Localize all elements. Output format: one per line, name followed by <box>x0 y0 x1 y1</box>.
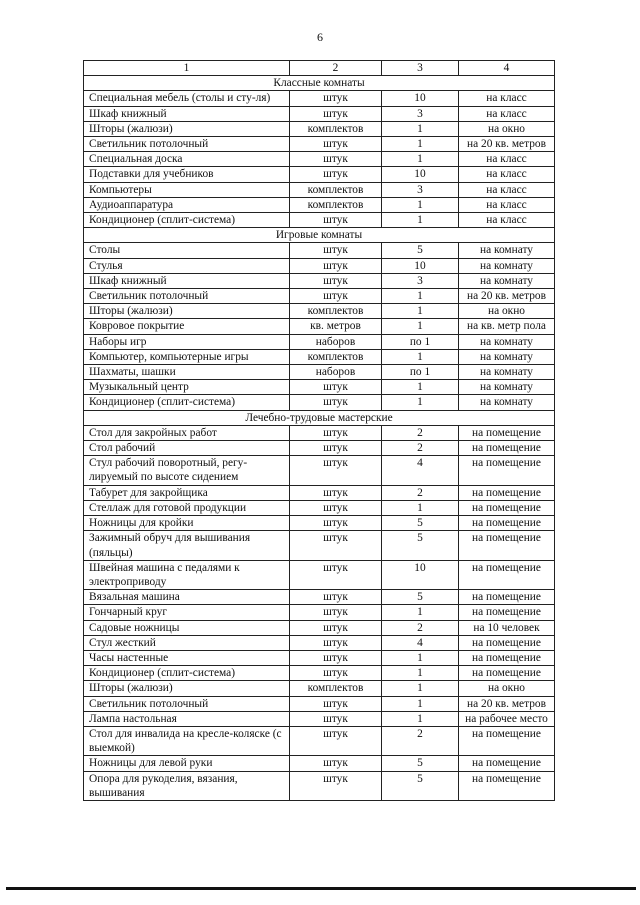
quantity: 1 <box>382 696 459 711</box>
norm: на помещение <box>459 456 555 485</box>
quantity: 1 <box>382 650 459 665</box>
section-row <box>84 228 555 243</box>
norm: на помещение <box>459 605 555 620</box>
quantity: 1 <box>382 197 459 212</box>
norm: на 20 кв. метров <box>459 696 555 711</box>
unit: штук <box>290 106 382 121</box>
item-name: Стулья <box>84 258 290 273</box>
table-row <box>84 516 555 531</box>
item-name: Швейная машина с педалями к электроприводу <box>84 560 290 589</box>
norm: на помещение <box>459 650 555 665</box>
item-name: Табурет для закройщика <box>84 485 290 500</box>
item-name: Специальная мебель (столы и сту-ля) <box>84 91 290 106</box>
unit: штук <box>290 273 382 288</box>
quantity: 1 <box>382 137 459 152</box>
item-name: Зажимный обруч для вышивания (пяльцы) <box>84 531 290 560</box>
column-number-4: 4 <box>459 61 555 76</box>
table-row <box>84 605 555 620</box>
quantity: 10 <box>382 167 459 182</box>
unit: наборов <box>290 365 382 380</box>
equipment-table <box>83 60 555 801</box>
quantity: 1 <box>382 289 459 304</box>
norm: на комнату <box>459 258 555 273</box>
norm: на 20 кв. метров <box>459 289 555 304</box>
quantity: 1 <box>382 213 459 228</box>
quantity: 5 <box>382 531 459 560</box>
table-row <box>84 756 555 771</box>
table-row <box>84 771 555 800</box>
table-row <box>84 696 555 711</box>
norm: на класс <box>459 91 555 106</box>
table-row <box>84 197 555 212</box>
quantity: по 1 <box>382 365 459 380</box>
norm: на помещение <box>459 756 555 771</box>
item-name: Светильник потолочный <box>84 696 290 711</box>
item-name: Аудиоаппаратура <box>84 197 290 212</box>
table-row <box>84 289 555 304</box>
norm: на комнату <box>459 243 555 258</box>
quantity: 1 <box>382 319 459 334</box>
unit: штук <box>290 152 382 167</box>
item-name: Лампа настольная <box>84 711 290 726</box>
item-name: Музыкальный центр <box>84 380 290 395</box>
item-name: Опора для рукоделия, вязания, вышивания <box>84 771 290 800</box>
norm: на помещение <box>459 531 555 560</box>
quantity: 2 <box>382 485 459 500</box>
unit: комплектов <box>290 197 382 212</box>
table-row <box>84 711 555 726</box>
quantity: 10 <box>382 560 459 589</box>
quantity: 1 <box>382 380 459 395</box>
table-row <box>84 334 555 349</box>
item-name: Компьютер, компьютерные игры <box>84 349 290 364</box>
item-name: Специальная доска <box>84 152 290 167</box>
section-row <box>84 76 555 91</box>
item-name: Ножницы для кройки <box>84 516 290 531</box>
section-title: Классные комнаты <box>84 76 555 91</box>
item-name: Стол рабочий <box>84 441 290 456</box>
quantity: 2 <box>382 620 459 635</box>
table-row <box>84 273 555 288</box>
unit: штук <box>290 243 382 258</box>
quantity: 3 <box>382 106 459 121</box>
table-row <box>84 106 555 121</box>
item-name: Шахматы, шашки <box>84 365 290 380</box>
unit: штук <box>290 137 382 152</box>
norm: на класс <box>459 106 555 121</box>
unit: штук <box>290 516 382 531</box>
table-row <box>84 456 555 485</box>
unit: комплектов <box>290 681 382 696</box>
unit: штук <box>290 711 382 726</box>
norm: на помещение <box>459 635 555 650</box>
norm: на комнату <box>459 380 555 395</box>
table-row <box>84 666 555 681</box>
quantity: 5 <box>382 590 459 605</box>
item-name: Шкаф книжный <box>84 106 290 121</box>
unit: штук <box>290 605 382 620</box>
item-name: Стол для инвалида на кресле-коляске (с выемкой) <box>84 726 290 755</box>
table-row <box>84 650 555 665</box>
unit: штук <box>290 289 382 304</box>
table-row <box>84 121 555 136</box>
item-name: Столы <box>84 243 290 258</box>
unit: штук <box>290 726 382 755</box>
unit: штук <box>290 531 382 560</box>
unit: штук <box>290 91 382 106</box>
table-row <box>84 425 555 440</box>
page-number: 6 <box>317 30 323 44</box>
unit: штук <box>290 500 382 515</box>
item-name: Часы настенные <box>84 650 290 665</box>
item-name: Наборы игр <box>84 334 290 349</box>
quantity: 2 <box>382 726 459 755</box>
unit: комплектов <box>290 121 382 136</box>
unit: штук <box>290 666 382 681</box>
norm: на помещение <box>459 560 555 589</box>
norm: на помещение <box>459 425 555 440</box>
norm: на помещение <box>459 485 555 500</box>
norm: на рабочее место <box>459 711 555 726</box>
table-row <box>84 137 555 152</box>
quantity: 1 <box>382 395 459 410</box>
norm: на помещение <box>459 771 555 800</box>
table-row <box>84 258 555 273</box>
unit: штук <box>290 756 382 771</box>
unit: штук <box>290 213 382 228</box>
item-name: Вязальная машина <box>84 590 290 605</box>
unit: штук <box>290 167 382 182</box>
item-name: Ножницы для левой руки <box>84 756 290 771</box>
quantity: 10 <box>382 91 459 106</box>
norm: на комнату <box>459 395 555 410</box>
table-row <box>84 365 555 380</box>
item-name: Компьютеры <box>84 182 290 197</box>
item-name: Стеллаж для готовой продукции <box>84 500 290 515</box>
table-row <box>84 152 555 167</box>
quantity: 1 <box>382 666 459 681</box>
table-row <box>84 726 555 755</box>
norm: на класс <box>459 167 555 182</box>
quantity: 4 <box>382 635 459 650</box>
norm: на помещение <box>459 500 555 515</box>
item-name: Кондиционер (сплит-система) <box>84 395 290 410</box>
norm: на помещение <box>459 666 555 681</box>
quantity: 1 <box>382 605 459 620</box>
table-row <box>84 319 555 334</box>
unit: штук <box>290 620 382 635</box>
table-row <box>84 500 555 515</box>
quantity: 1 <box>382 121 459 136</box>
norm: на окно <box>459 121 555 136</box>
unit: штук <box>290 635 382 650</box>
norm: на помещение <box>459 726 555 755</box>
unit: комплектов <box>290 182 382 197</box>
table-row <box>84 635 555 650</box>
norm: на класс <box>459 152 555 167</box>
norm: на кв. метр пола <box>459 319 555 334</box>
norm: на комнату <box>459 365 555 380</box>
quantity: 4 <box>382 456 459 485</box>
unit: штук <box>290 771 382 800</box>
quantity: 10 <box>382 258 459 273</box>
quantity: 5 <box>382 243 459 258</box>
quantity: по 1 <box>382 334 459 349</box>
item-name: Ковровое покрытие <box>84 319 290 334</box>
quantity: 3 <box>382 182 459 197</box>
section-title: Лечебно-трудовые мастерские <box>84 410 555 425</box>
table-row <box>84 349 555 364</box>
quantity: 1 <box>382 304 459 319</box>
section-title: Игровые комнаты <box>84 228 555 243</box>
table-row <box>84 531 555 560</box>
unit: штук <box>290 590 382 605</box>
table-row <box>84 681 555 696</box>
norm: на окно <box>459 304 555 319</box>
item-name: Шторы (жалюзи) <box>84 304 290 319</box>
norm: на класс <box>459 213 555 228</box>
item-name: Шторы (жалюзи) <box>84 681 290 696</box>
quantity: 1 <box>382 152 459 167</box>
unit: штук <box>290 456 382 485</box>
table-row <box>84 304 555 319</box>
unit: кв. метров <box>290 319 382 334</box>
table-row <box>84 91 555 106</box>
quantity: 5 <box>382 771 459 800</box>
unit: комплектов <box>290 304 382 319</box>
header-row <box>84 61 555 76</box>
table-row <box>84 620 555 635</box>
norm: на окно <box>459 681 555 696</box>
table-row <box>84 560 555 589</box>
unit: штук <box>290 441 382 456</box>
item-name: Садовые ножницы <box>84 620 290 635</box>
unit: штук <box>290 485 382 500</box>
item-name: Шторы (жалюзи) <box>84 121 290 136</box>
quantity: 5 <box>382 756 459 771</box>
item-name: Шкаф книжный <box>84 273 290 288</box>
norm: на комнату <box>459 334 555 349</box>
table-row <box>84 182 555 197</box>
quantity: 3 <box>382 273 459 288</box>
unit: штук <box>290 395 382 410</box>
unit: комплектов <box>290 349 382 364</box>
norm: на 20 кв. метров <box>459 137 555 152</box>
unit: штук <box>290 650 382 665</box>
unit: наборов <box>290 334 382 349</box>
item-name: Стол для закройных работ <box>84 425 290 440</box>
table-row <box>84 485 555 500</box>
norm: на помещение <box>459 516 555 531</box>
norm: на класс <box>459 197 555 212</box>
item-name: Светильник потолочный <box>84 137 290 152</box>
unit: штук <box>290 380 382 395</box>
item-name: Стул рабочий поворотный, регу-лируемый по высоте сидением <box>84 456 290 485</box>
quantity: 1 <box>382 681 459 696</box>
norm: на комнату <box>459 273 555 288</box>
table-row <box>84 167 555 182</box>
item-name: Светильник потолочный <box>84 289 290 304</box>
unit: штук <box>290 696 382 711</box>
quantity: 1 <box>382 500 459 515</box>
table-row <box>84 243 555 258</box>
quantity: 1 <box>382 349 459 364</box>
norm: на помещение <box>459 590 555 605</box>
column-number-3: 3 <box>382 61 459 76</box>
table-row <box>84 380 555 395</box>
norm: на помещение <box>459 441 555 456</box>
item-name: Кондиционер (сплит-система) <box>84 666 290 681</box>
norm: на комнату <box>459 349 555 364</box>
unit: штук <box>290 258 382 273</box>
section-row <box>84 410 555 425</box>
item-name: Стул жесткий <box>84 635 290 650</box>
column-number-1: 1 <box>84 61 290 76</box>
norm: на 10 человек <box>459 620 555 635</box>
quantity: 2 <box>382 441 459 456</box>
unit: штук <box>290 560 382 589</box>
quantity: 2 <box>382 425 459 440</box>
table-row <box>84 441 555 456</box>
item-name: Гончарный круг <box>84 605 290 620</box>
column-number-2: 2 <box>290 61 382 76</box>
unit: штук <box>290 425 382 440</box>
item-name: Кондиционер (сплит-система) <box>84 213 290 228</box>
table-row <box>84 213 555 228</box>
table-row <box>84 395 555 410</box>
quantity: 1 <box>382 711 459 726</box>
item-name: Подставки для учебников <box>84 167 290 182</box>
page-bottom-rule <box>6 887 636 890</box>
norm: на класс <box>459 182 555 197</box>
quantity: 5 <box>382 516 459 531</box>
table-row <box>84 590 555 605</box>
